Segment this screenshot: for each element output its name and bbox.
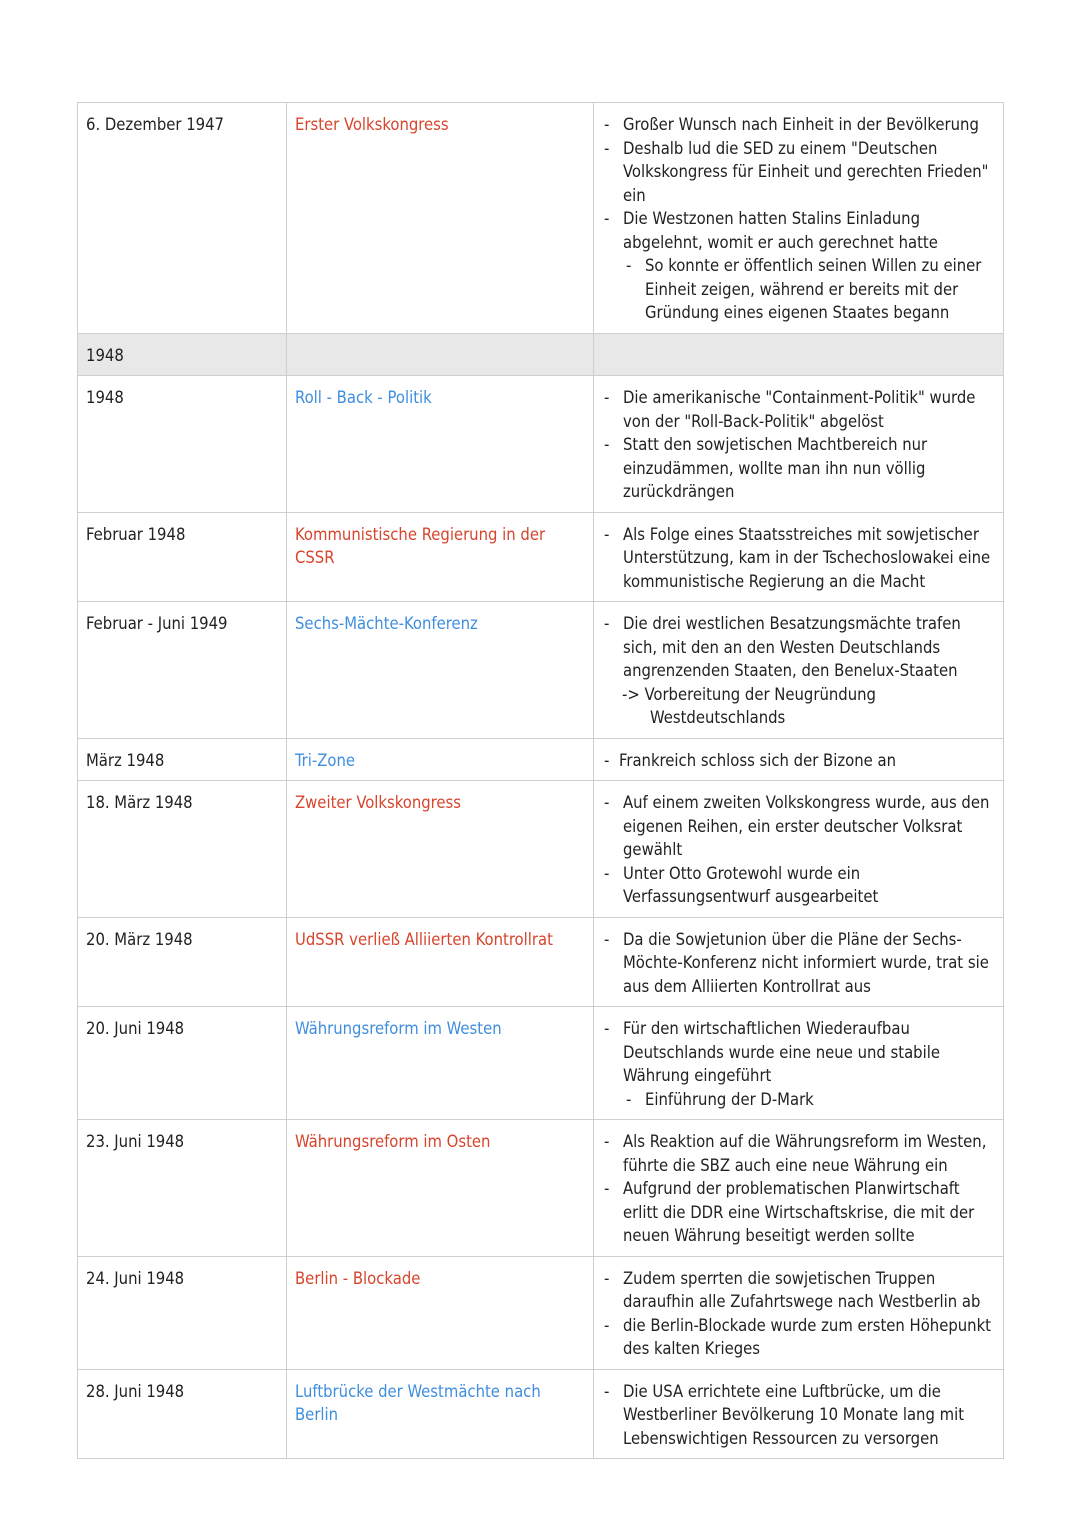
date-cell: März 1948 — [78, 738, 287, 781]
note-subitem: - Einführung der D-Mark — [624, 1088, 995, 1112]
table-row — [78, 376, 1004, 513]
table-row — [78, 512, 1004, 602]
note-item: - Für den wirtschaftlichen Wiederaufbau Deutschlands wurde eine neue und stabile Währung eingeführt — [602, 1017, 995, 1088]
note-item: - Die USA errichtete eine Luftbrücke, um die Westberliner Bevölkerung 10 Monate lang mit Lebenswichtigen Ressourcen zu versorgen — [602, 1380, 995, 1451]
note-item: - Die amerikanische "Containment-Politik" wurde von der "Roll-Back-Politik" abgelöst — [602, 386, 995, 433]
event-cell: Berlin - Blockade — [287, 1256, 594, 1369]
table-row — [78, 738, 1004, 781]
table-row — [78, 602, 1004, 739]
note-subitem: - So konnte er öffentlich seinen Willen zu einer Einheit zeigen, während er bereits mit der Gründung eines eigenen Staates begann — [624, 254, 995, 325]
date-cell: Februar - Juni 1949 — [78, 602, 287, 739]
event-cell: Kommunistische Regierung in der CSSR — [287, 512, 594, 602]
table-row — [78, 917, 1004, 1007]
note-item: - die Berlin-Blockade wurde zum ersten Höhepunkt des kalten Krieges — [602, 1314, 995, 1361]
year-row — [78, 333, 1004, 376]
date-cell: 28. Juni 1948 — [78, 1369, 287, 1459]
table-row — [78, 1369, 1004, 1459]
date-cell: Februar 1948 — [78, 512, 287, 602]
date-cell: 18. März 1948 — [78, 781, 287, 918]
event-cell: Tri-Zone — [287, 738, 594, 781]
note-continuation: Westdeutschlands — [650, 708, 786, 727]
timeline-table — [77, 102, 1004, 1459]
notes-cell — [594, 103, 1004, 334]
notes-cell — [594, 738, 1004, 781]
notes-cell — [594, 602, 1004, 739]
note-item: - Auf einem zweiten Volkskongress wurde, aus den eigenen Reihen, ein erster deutscher Volksrat gewählt — [602, 791, 995, 862]
event-cell: Zweiter Volkskongress — [287, 781, 594, 918]
notes-cell — [594, 376, 1004, 513]
year-label: 1948 — [78, 333, 287, 376]
table-row — [78, 1007, 1004, 1120]
note-item: - Als Folge eines Staatsstreiches mit sowjetischer Unterstützung, kam in der Tschechoslowakei eine kommunistische Regierung an die Macht — [602, 523, 995, 594]
date-cell: 1948 — [78, 376, 287, 513]
note-item: - Die drei westlichen Besatzungsmächte trafen sich, mit den an den Westen Deutschlands angrenzenden Staaten, den Benelux-Staaten — [602, 612, 995, 683]
notes-cell — [594, 1007, 1004, 1120]
note-arrow-item: -> Vorbereitung der Neugründung — [622, 684, 876, 704]
note-item: - Aufgrund der problematischen Planwirtschaft erlitt die DDR eine Wirtschaftskrise, die mit der neuen Währung beseitigt werden sollte — [602, 1177, 995, 1248]
note-item: - Zudem sperrten die sowjetischen Truppen daraufhin alle Zufahrtswege nach Westberlin ab — [602, 1267, 995, 1314]
event-cell: Währungsreform im Westen — [287, 1007, 594, 1120]
event-cell: Luftbrücke der Westmächte nach Berlin — [287, 1369, 594, 1459]
note-item: - Die Westzonen hatten Stalins Einladung abgelehnt, womit er auch gerechnet hatte — [602, 207, 995, 254]
table-row — [78, 781, 1004, 918]
date-cell: 23. Juni 1948 — [78, 1120, 287, 1257]
note-item: - Unter Otto Grotewohl wurde ein Verfassungsentwurf ausgearbeitet — [602, 862, 995, 909]
table-row — [78, 1120, 1004, 1257]
note-item: - Deshalb lud die SED zu einem "Deutschen Volkskongress für Einheit und gerechten Frieden" ein — [602, 137, 995, 208]
event-cell: Roll - Back - Politik — [287, 376, 594, 513]
date-cell: 20. Juni 1948 — [78, 1007, 287, 1120]
date-cell: 20. März 1948 — [78, 917, 287, 1007]
table-row — [78, 1256, 1004, 1369]
notes-cell — [594, 512, 1004, 602]
event-cell: Währungsreform im Osten — [287, 1120, 594, 1257]
date-cell: 6. Dezember 1947 — [78, 103, 287, 334]
note-item: - Frankreich schloss sich der Bizone an — [602, 749, 995, 773]
notes-cell — [594, 1369, 1004, 1459]
date-cell: 24. Juni 1948 — [78, 1256, 287, 1369]
table-row — [78, 103, 1004, 334]
event-cell: Erster Volkskongress — [287, 103, 594, 334]
note-item: - Als Reaktion auf die Währungsreform im Westen, führte die SBZ auch eine neue Währung ein — [602, 1130, 995, 1177]
notes-cell — [594, 1120, 1004, 1257]
note-item: - Statt den sowjetischen Machtbereich nur einzudämmen, wollte man ihn nun völlig zurückdrängen — [602, 433, 995, 504]
event-cell: Sechs-Mächte-Konferenz — [287, 602, 594, 739]
notes-cell — [594, 781, 1004, 918]
note-item: - Großer Wunsch nach Einheit in der Bevölkerung — [602, 113, 995, 137]
note-item: - Da die Sowjetunion über die Pläne der Sechs-Möchte-Konferenz nicht informiert wurde, trat sie aus dem Alliierten Kontrollrat aus — [602, 928, 995, 999]
event-cell: UdSSR verließ Alliierten Kontrollrat — [287, 917, 594, 1007]
notes-cell — [594, 1256, 1004, 1369]
notes-cell — [594, 917, 1004, 1007]
